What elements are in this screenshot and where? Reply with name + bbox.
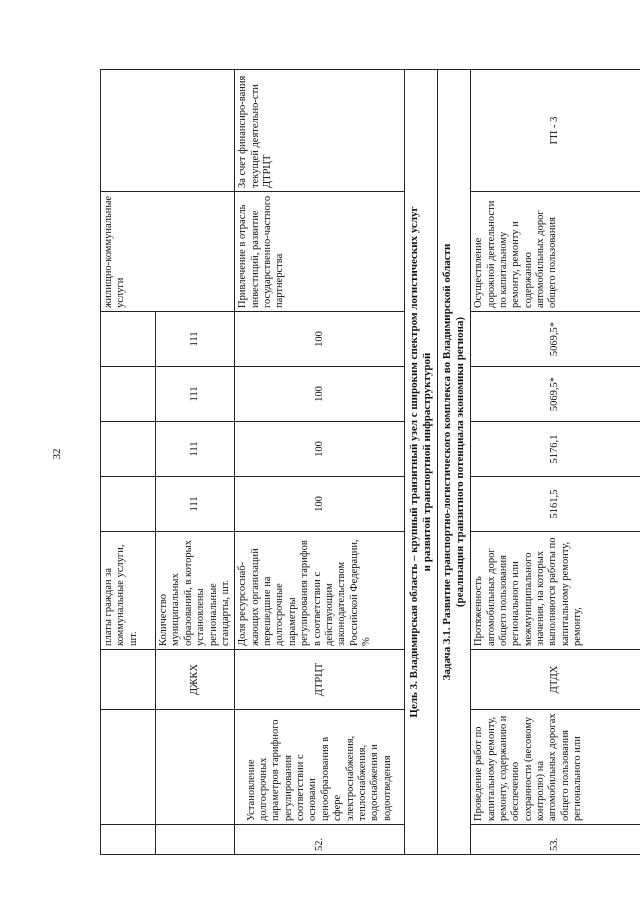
goal-row (405, 70, 438, 855)
cell-empty (101, 825, 156, 855)
indicator-cell: Протяженность автомобильных дорог общего пользования регионального или межмуниципального значения, на которых выполняются работы по капитальному ремонту, ремонту, (471, 532, 640, 650)
measure-cell: Установление долгосрочных параметров тарифного регулирования соответствии с основами ценообразования в сфере электроснабжения, теплоснабжения, водоснабжения и водоотведения (235, 710, 405, 825)
goal-line-1: Цель 3. Владимирская область – крупный транзитный узел с широким спектром логистических услуг (408, 206, 421, 718)
finance-cell-top (101, 70, 235, 192)
measure-cell: Проведение работ по капитальному ремонту, ремонту, содержанию и обеспечению сохранности (весовому контролю) на автомобильных дорогах общего пользования регионального или (471, 710, 640, 825)
value-cell: 111 (156, 367, 235, 422)
value-cell: 100 (235, 422, 405, 477)
goal-line-2: и развитой транспортной инфраструктурой (421, 352, 434, 572)
finance-cell: За счет финансиро-вания текущей деятельно-сти ДТРЦТ (235, 70, 405, 192)
page-number: 32 (51, 448, 63, 460)
value-cell: 100 (235, 312, 405, 367)
cell-empty (101, 650, 156, 710)
result-cell-top: жилищно-коммунальные услуги (101, 192, 235, 312)
cell-empty (101, 312, 156, 367)
cell-empty (156, 825, 235, 855)
value-cell: 111 (156, 477, 235, 532)
task-line-1: Задача 3.1. Развитие транспортно-логистического комплекса во Владимирской области (441, 243, 454, 681)
cell-empty (101, 367, 156, 422)
indicator-cell: Количество муниципальных образований, в которых установлены региональные стандарты, шт. (156, 532, 235, 650)
result-cell: Осуществление дорожной деятельности по капитальному ремонту, ремонту и содержанию автомобильных дорог общего пользования (471, 192, 640, 312)
measures-table (100, 69, 640, 855)
value-cell: 100 (235, 477, 405, 532)
task-row (438, 70, 471, 855)
page-content (100, 70, 600, 855)
cell-empty (101, 477, 156, 532)
cell-empty (156, 710, 235, 825)
value-cell: 5161,5 (471, 477, 640, 532)
row-number: 53. (471, 825, 640, 855)
finance-cell: ГП - 3 (471, 70, 640, 192)
value-cell: 100 (235, 367, 405, 422)
executor-cell: ДТДХ (471, 650, 640, 710)
value-cell: 111 (156, 312, 235, 367)
cell-empty (101, 710, 156, 825)
rotated-table-area (100, 70, 600, 855)
value-cell: 5176,1 (471, 422, 640, 477)
indicator-cell-top: платы граждан за коммунальные услуги, шт. (101, 532, 156, 650)
table-row-top (101, 70, 156, 855)
indicator-cell: Доля ресурсоснаб-жающих организаций перешедшие на долгосрочные параметры регулирования тарифов в соответствии с действующим законодательством Российской Федерации, % (235, 532, 405, 650)
value-cell: 111 (156, 422, 235, 477)
table-row-52 (235, 70, 405, 855)
cell-empty (101, 422, 156, 477)
row-number: 52. (235, 825, 405, 855)
table-row-53 (471, 70, 640, 855)
result-cell: Привлечение в отрасль инвестиций, развитие государственно-частного партнерства (235, 192, 405, 312)
value-cell: 5069,5* (471, 367, 640, 422)
task-line-2: (реализация транзитного потенциала экономики региона) (454, 316, 467, 608)
task-heading (438, 70, 471, 855)
executor-cell: ДТРЦТ (235, 650, 405, 710)
executor-cell: ДЖКХ (156, 650, 235, 710)
value-cell: 5069,5* (471, 312, 640, 367)
goal-heading (405, 70, 438, 855)
